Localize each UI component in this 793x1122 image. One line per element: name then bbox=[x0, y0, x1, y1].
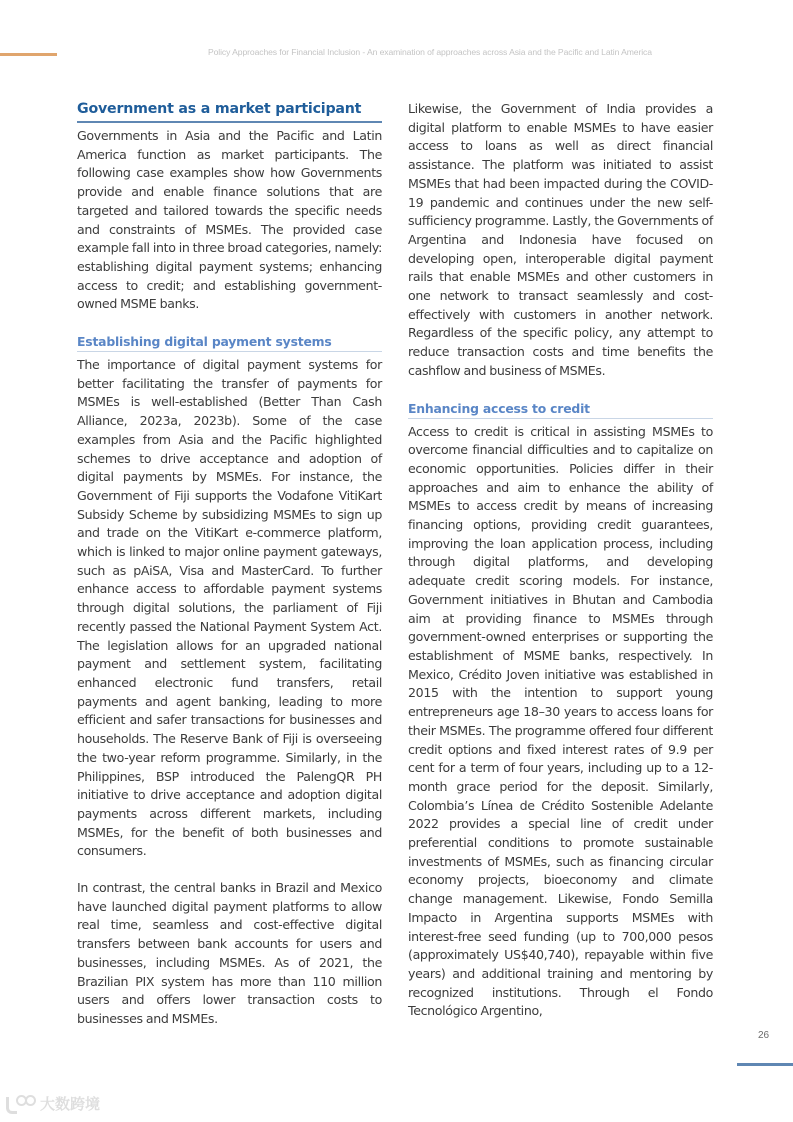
right-column bbox=[408, 100, 713, 1021]
brand-logo-icon bbox=[6, 1095, 36, 1113]
section-heading: Government as a market participant bbox=[77, 100, 382, 123]
digital-payments-paragraph: The importance of digital payment systems for better facilitating the transfer of payments for MSMEs is well-established (Better Than Cash Alliance, 2023a, 2023b). Some of the case examples from Asia and the Pacific highlighted schemes to drive acceptance and adoption of digital payments by MSMEs. For instance, the Government of Fiji supports the Vodafone VitiKart Subsidy Scheme by subsidizing MSMEs to sign up and trade on the VitiKart e-commerce platform, which is linked to major online payment gateways, such as pAiSA, Visa and MasterCard. To further enhance access to affordable payment systems through digital solutions, the parliament of Fiji recently passed the National Payment System Act. The legislation allows for an upgraded national payment and settlement system, facilitating enhanced electronic fund transfers, retail payments and agent banking, leading to more efficient and safer transactions for businesses and households. The Reserve Bank of Fiji is overseeing the two-year reform programme. Similarly, in the Philippines, BSP introduced the PalengQR PH initiative to drive acceptance and adoption digital payments across different markets, including MSMEs, for the benefit of both businesses and consumers. bbox=[77, 357, 382, 859]
intro-paragraph: Governments in Asia and the Pacific and Latin America function as market participants. The following case examples show how Governments provide and enable finance solutions that are targeted and tailored towards the specific needs and constraints of MSMEs. The provided case example fall into in three broad categories, namely: establishing digital payment systems; enhancing access to credit; and establishing government-owned MSME banks. bbox=[77, 128, 382, 312]
subheading-digital-payments: Establishing digital payment systems bbox=[77, 333, 382, 352]
watermark-text: 大数跨境 bbox=[40, 1095, 101, 1113]
watermark bbox=[6, 1093, 100, 1114]
subheading-access-to-credit: Enhancing access to credit bbox=[408, 400, 713, 419]
left-column bbox=[77, 100, 382, 1029]
header-accent-bar bbox=[0, 53, 57, 56]
running-header: Policy Approaches for Financial Inclusion - An examination of approaches across Asia and the Pacific and Latin America bbox=[208, 47, 652, 57]
page-number: 26 bbox=[758, 1030, 770, 1041]
india-paragraph: Likewise, the Government of India provides a digital platform to enable MSMEs to have easier access to loans as well as direct financial assistance. The platform was initiated to assist MSMEs that had been impacted during the COVID-19 pandemic and continues under the new self-sufficiency programme. Lastly, the Governments of Argentina and Indonesia have focused on developing open, interoperable digital payment rails that enable MSMEs and other customers in one network to transact seamlessly and cost-effectively with customers in another network. Regardless of the specific policy, any attempt to reduce transaction costs and time benefits the cashflow and business of MSMEs. bbox=[408, 101, 713, 378]
access-to-credit-paragraph: Access to credit is critical in assisting MSMEs to overcome financial difficulties and to capitalize on economic opportunities. Policies differ in their approaches and aim to enhance the ability of MSMEs to access credit by means of increasing financing options, providing credit guarantees, improving the loan application process, including through digital platforms, and developing adequate credit scoring models. For instance, Government initiatives in Bhutan and Cambodia aim at providing finance to MSMEs through government-owned enterprises or supporting the establishment of MSME banks, respectively. In Mexico, Crédito Joven initiative was established in 2015 with the intention to support young entrepreneurs age 18–30 years to access loans for their MSMEs. The programme offered four different credit options and fixed interest rates of 9.9 per cent for a term of four years, including up to a 12-month grace period for the deposit. Similarly, Colombia’s Línea de Crédito Sostenible Adelante 2022 provides a special line of credit under preferential conditions to promote sustainable investments of MSMEs, such as financing circular economy projects, bioeconomy and climate change management. Likewise, Fondo Semilla Impacto in Argentina supports MSMEs with interest-free seed funding (up to 700,000 pesos (approximately US$40,740), repayable within five years) and additional training and mentoring by recognized institutions. Through el Fondo Tecnológico Argentino, bbox=[408, 423, 713, 1019]
brazil-mexico-paragraph: In contrast, the central banks in Brazil and Mexico have launched digital payment platforms to allow real time, seamless and cost-effective digital transfers between bank accounts for users and businesses, including MSMEs. As of 2021, the Brazilian PIX system has more than 110 million users and offers lower transaction costs to businesses and MSMEs. bbox=[77, 880, 382, 1026]
footer-accent-bar bbox=[737, 1063, 793, 1066]
